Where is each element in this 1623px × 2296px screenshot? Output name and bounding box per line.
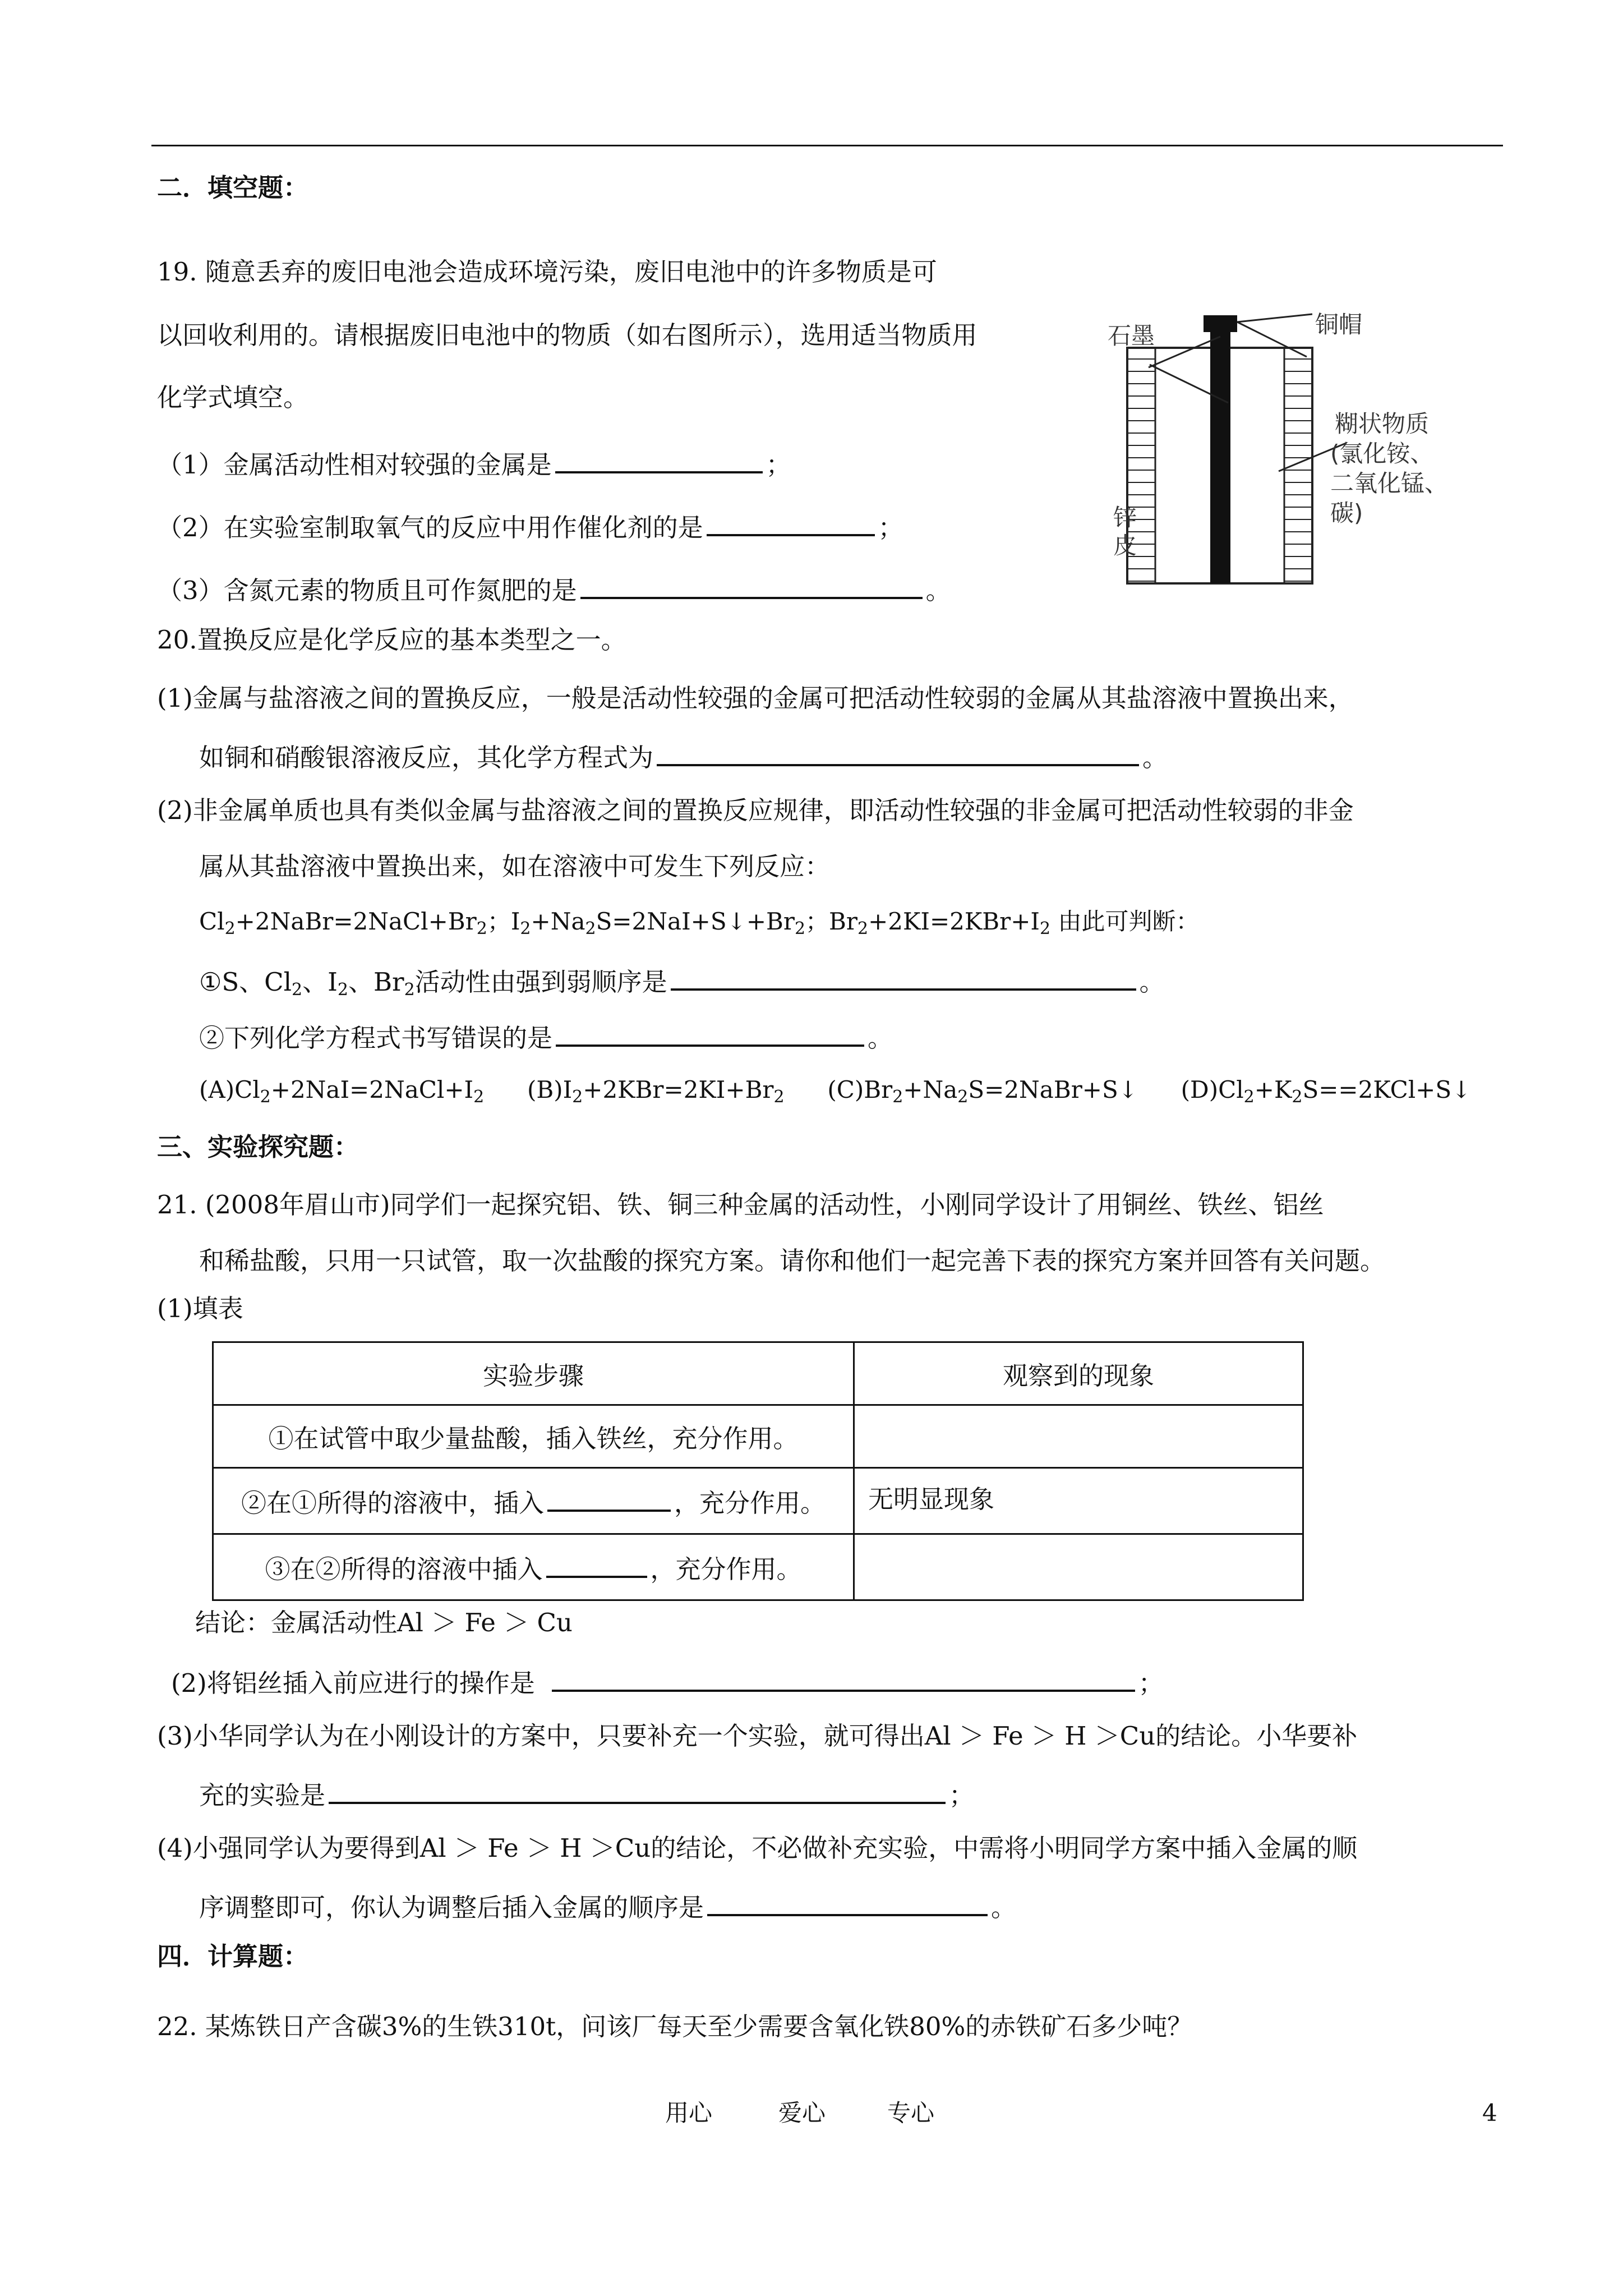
answer-blank[interactable] — [671, 966, 1136, 991]
label-copper-cap: 铜帽 — [1315, 311, 1363, 338]
step-3: ③在②所得的溶液中插入 ，充分作用。 — [213, 1534, 854, 1600]
q20-p2-line2: 属从其盐溶液中置换出来，如在溶液中可发生下列反应： — [199, 852, 831, 881]
label-paste: 糊状物质 — [1335, 410, 1430, 438]
experiment-table — [212, 1341, 1304, 1601]
q19-part1: （1）金属活动性相对较强的金属是 ； — [157, 450, 791, 480]
answer-blank[interactable] — [547, 1487, 671, 1512]
answer-blank[interactable] — [329, 1779, 946, 1804]
answer-blank[interactable] — [657, 742, 1139, 766]
option-b: $(B)I_2+2KBr=2KI+Br_2$ — [527, 1076, 785, 1107]
observation-3[interactable] — [854, 1534, 1303, 1600]
q20-p1-line2: 如铜和硝酸银溶液反应，其化学方程式为 。 — [199, 743, 1168, 772]
battery-diagram — [1105, 303, 1509, 595]
page-number: 4 — [1482, 2099, 1497, 2127]
q21-part4-line2: 序调整即可，你认为调整后插入金属的顺序是 。 — [199, 1893, 1017, 1922]
q20-p1-line1: (1)金属与盐溶液之间的置换反应，一般是活动性较强的金属可把活动性较弱的金属从其盐溶液中置换出来， — [157, 683, 1354, 713]
answer-blank[interactable] — [580, 574, 923, 599]
section-title-fill-blank: 二．填空题： — [157, 173, 309, 203]
option-d: $(D)Cl_2+K_2S==2KCl+S↓$ — [1181, 1076, 1472, 1107]
section-title-experiment: 三、实验探究题： — [157, 1132, 359, 1162]
footer-motto-1: 用心 — [665, 2099, 713, 2127]
q19-part2: （2）在实验室制取氧气的反应中用作催化剂的是 ； — [157, 513, 903, 542]
section-title-calculation: 四．计算题： — [157, 1941, 309, 1971]
step-1: ①在试管中取少量盐酸，插入铁丝，充分作用。 — [213, 1405, 854, 1468]
table-row — [213, 1534, 1303, 1600]
q20-sub2: ②下列化学方程式书写错误的是 。 — [199, 1023, 893, 1053]
table-row — [213, 1468, 1303, 1534]
q21-line1: 21. (2008年眉山市)同学们一起探究铝、铁、铜三种金属的活动性，小刚同学设计了用铜丝、铁丝、铝丝 — [157, 1190, 1324, 1220]
answer-blank[interactable] — [556, 1022, 864, 1047]
header-rule — [151, 145, 1503, 146]
q21-part4-line1: (4)小强同学认为要得到Al ＞ Fe ＞ H ＞Cu的结论，不必做补充实验，中需将小明同学方案中插入金属的顺 — [157, 1833, 1358, 1863]
q21-part2: (2)将铝丝插入前应进行的操作是 ； — [171, 1668, 1164, 1698]
observation-2: 无明显现象 — [854, 1468, 1303, 1534]
answer-blank[interactable] — [555, 449, 763, 473]
answer-blank[interactable] — [552, 1667, 1135, 1692]
q20-p2-line1: (2)非金属单质也具有类似金属与盐溶液之间的置换反应规律，即活动性较强的非金属可把活动性较弱的非金 — [157, 795, 1354, 825]
option-c: $(C)Br_2+Na_2S=2NaBr+S↓$ — [827, 1076, 1138, 1107]
answer-blank[interactable] — [707, 1892, 988, 1916]
label-graphite: 石墨 — [1108, 322, 1155, 349]
q21-conclusion: 结论：金属活动性Al ＞ Fe ＞ Cu — [195, 1608, 573, 1637]
observation-1[interactable] — [854, 1405, 1303, 1468]
label-zinc-2: 皮 — [1113, 532, 1137, 559]
q19-line3: 化学式填空。 — [157, 383, 309, 412]
table-header-row — [213, 1342, 1303, 1405]
q20-intro: 20.置换反应是化学反应的基本类型之一。 — [157, 625, 626, 655]
header-observation: 观察到的现象 — [854, 1342, 1303, 1405]
footer-motto-3: 专心 — [887, 2099, 935, 2127]
answer-blank[interactable] — [707, 512, 875, 536]
q21-part3-line2: 充的实验是 ； — [199, 1780, 975, 1810]
label-paste-4: 碳) — [1330, 499, 1363, 527]
q22-text: 22. 某炼铁日产含碳3%的生铁310t，问该厂每天至少需要含氧化铁80%的赤铁矿石多少吨？ — [157, 2012, 1193, 2041]
q20-options — [199, 1078, 1471, 1106]
footer-motto-2: 爱心 — [778, 2099, 826, 2127]
option-a: $(A)Cl_2+2NaI=2NaCl+I_2$ — [199, 1076, 485, 1107]
table-row — [213, 1405, 1303, 1468]
q20-sub1: ①S、$Cl_2$、$I_2$、$Br_2$活动性由强到弱顺序是 。 — [199, 967, 1165, 1000]
q21-fill-table: (1)填表 — [157, 1294, 243, 1323]
q19-line1: 19. 随意丢弃的废旧电池会造成环境污染，废旧电池中的许多物质是可 — [157, 257, 937, 287]
q21-line2: 和稀盐酸，只用一只试管，取一次盐酸的探究方案。请你和他们一起完善下表的探究方案并回答有关问题。 — [199, 1246, 1386, 1276]
label-zinc: 锌 — [1113, 504, 1137, 531]
label-paste-2: (氯化铵、 — [1330, 440, 1434, 467]
q19-line2: 以回收利用的。请根据废旧电池中的物质（如右图所示），选用适当物质用 — [157, 320, 978, 350]
q20-equations: $Cl_2+2NaBr=2NaCl+Br_2$；$I_2+Na_2S=2NaI+S↓+Br_2$；$Br_2+2KI=2KBr+I_2$ 由此可判断： — [199, 908, 1200, 938]
step-2: ②在①所得的溶液中，插入 ，充分作用。 — [213, 1468, 854, 1534]
answer-blank[interactable] — [546, 1553, 647, 1578]
header-step: 实验步骤 — [213, 1342, 854, 1405]
label-paste-3: 二氧化锰、 — [1330, 470, 1449, 497]
q19-part3: （3）含氮元素的物质且可作氮肥的是 。 — [157, 576, 951, 605]
q21-part3-line1: (3)小华同学认为在小刚设计的方案中，只要补充一个实验，就可得出Al ＞ Fe ＞ H ＞Cu的结论。小华要补 — [157, 1721, 1358, 1751]
